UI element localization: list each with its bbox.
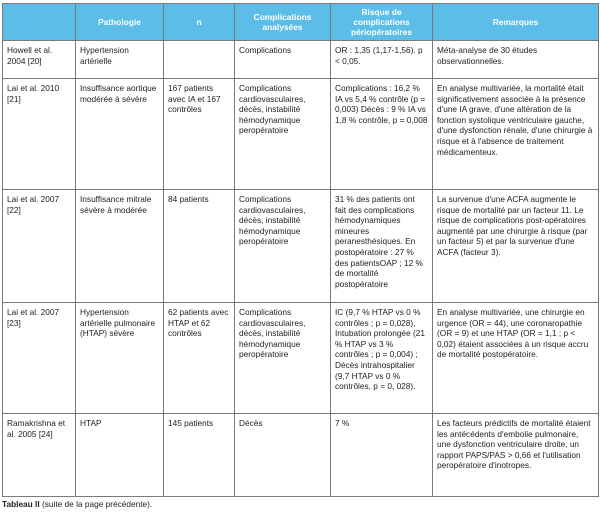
cell-risque: OR : 1,35 (1,17-1,56). p < 0,05. xyxy=(331,41,433,79)
cell-citation: Lai et al. 2007 [22] xyxy=(3,190,76,303)
table-row xyxy=(3,41,599,79)
cell-pathologie: Insuffisance aortique modérée à sévère xyxy=(76,79,164,190)
cell-pathologie: Hypertension artérielle pulmonaire (HTAP) sévère xyxy=(76,303,164,414)
cell-remarques: En analyse multivariée, la mortalité était significativement associée à la présence d'une IA grave, d'une altération de la fonction systolique ventriculaire gauche, d'une dysfonction rénale, d'une chirurgie à risque et à l'absence de traitement médicamenteux. xyxy=(433,79,599,190)
header-reference xyxy=(3,4,76,41)
cell-n: 145 patients xyxy=(164,414,235,497)
cell-remarques: La survenue d'une ACFA augmente le risque de mortalité par un facteur 11. Le risque de complications post-opératoires augmenté par une chirurgie à risque (par un facteur 5) et par la survenue d'une ACFA (facteur 3). xyxy=(433,190,599,303)
header-n: n xyxy=(164,4,235,41)
cell-pathologie: HTAP xyxy=(76,414,164,497)
cell-citation: Lai et al. 2007 [23] xyxy=(3,303,76,414)
cell-risque: 7 % xyxy=(331,414,433,497)
header-risque: Risque de complications périopératoires xyxy=(331,4,433,41)
table-row xyxy=(3,190,599,303)
cell-risque: 31 % des patients ont fait des complications hémodynamiques mineures peranesthésiques. En postopératoire : 27 % des patientsOAP ; 12 % de mortalité postopératoire xyxy=(331,190,433,303)
cell-n: 62 patients avec HTAP et 62 contrôles xyxy=(164,303,235,414)
caption-text: (suite de la page précédente). xyxy=(39,499,153,509)
cell-complications: Complications cardiovasculaires, décès, instabilité hémodynamique peropératoire xyxy=(235,190,331,303)
cell-complications: Décès xyxy=(235,414,331,497)
table-row xyxy=(3,79,599,190)
comparison-table xyxy=(2,3,599,497)
cell-risque: Complications : 16,2 % IA vs 5,4 % contrôle (p = 0,003) Décès : 9 % IA vs 1,8 % contrôle, p = 0,008 xyxy=(331,79,433,190)
cell-citation: Howell et al. 2004 [20] xyxy=(3,41,76,79)
cell-pathologie: Hypertension artérielle xyxy=(76,41,164,79)
cell-citation: Lai et al. 2010 [21] xyxy=(3,79,76,190)
table-row xyxy=(3,303,599,414)
cell-remarques: En analyse multivariée, une chirurgie en urgence (OR = 44), une coronaropathie (OR = 9) et une HTAP (OR = 1,1 ; p < 0,02) étaient associées à un risque accru de mortalité postopératoire. xyxy=(433,303,599,414)
header-complications: Complications analysées xyxy=(235,4,331,41)
cell-complications: Complications cardiovasculaires, décès, instabilité hémodynamique peropératoire xyxy=(235,303,331,414)
table-header-row xyxy=(3,4,599,41)
header-pathologie: Pathologie xyxy=(76,4,164,41)
cell-citation: Ramakrishna et al. 2005 [24] xyxy=(3,414,76,497)
table-row xyxy=(3,414,599,497)
cell-remarques: Les facteurs prédictifs de mortalité étaient les antécédents d'embolie pulmonaire, une dysfonction ventriculaire droite, un rapport PAPS/PAS > 0,66 et l'utilisation peropératoire d'inotropes. xyxy=(433,414,599,497)
cell-n xyxy=(164,41,235,79)
cell-n: 167 patients avec IA et 167 contrôles xyxy=(164,79,235,190)
cell-risque: IC (9,7 % HTAP vs 0 % contrôles ; p = 0,028), Intubation prolongée (21 % HTAP vs 3 % contrôles ; p = 0,004) ; Décès intrahospitalier (9,7 HTAP vs 0 % contrôles, p = 0, 028). xyxy=(331,303,433,414)
cell-complications: Complications xyxy=(235,41,331,79)
cell-pathologie: Insuffisance mitrale sévère à modérée xyxy=(76,190,164,303)
table-caption xyxy=(2,499,152,509)
header-remarques: Remarques xyxy=(433,4,599,41)
cell-n: 84 patients xyxy=(164,190,235,303)
cell-remarques: Méta-analyse de 30 études observationnelles. xyxy=(433,41,599,79)
cell-complications: Complications cardiovasculaires, décès, instabilité hémodynamique peropératoire xyxy=(235,79,331,190)
caption-label: Tableau II xyxy=(2,499,40,509)
